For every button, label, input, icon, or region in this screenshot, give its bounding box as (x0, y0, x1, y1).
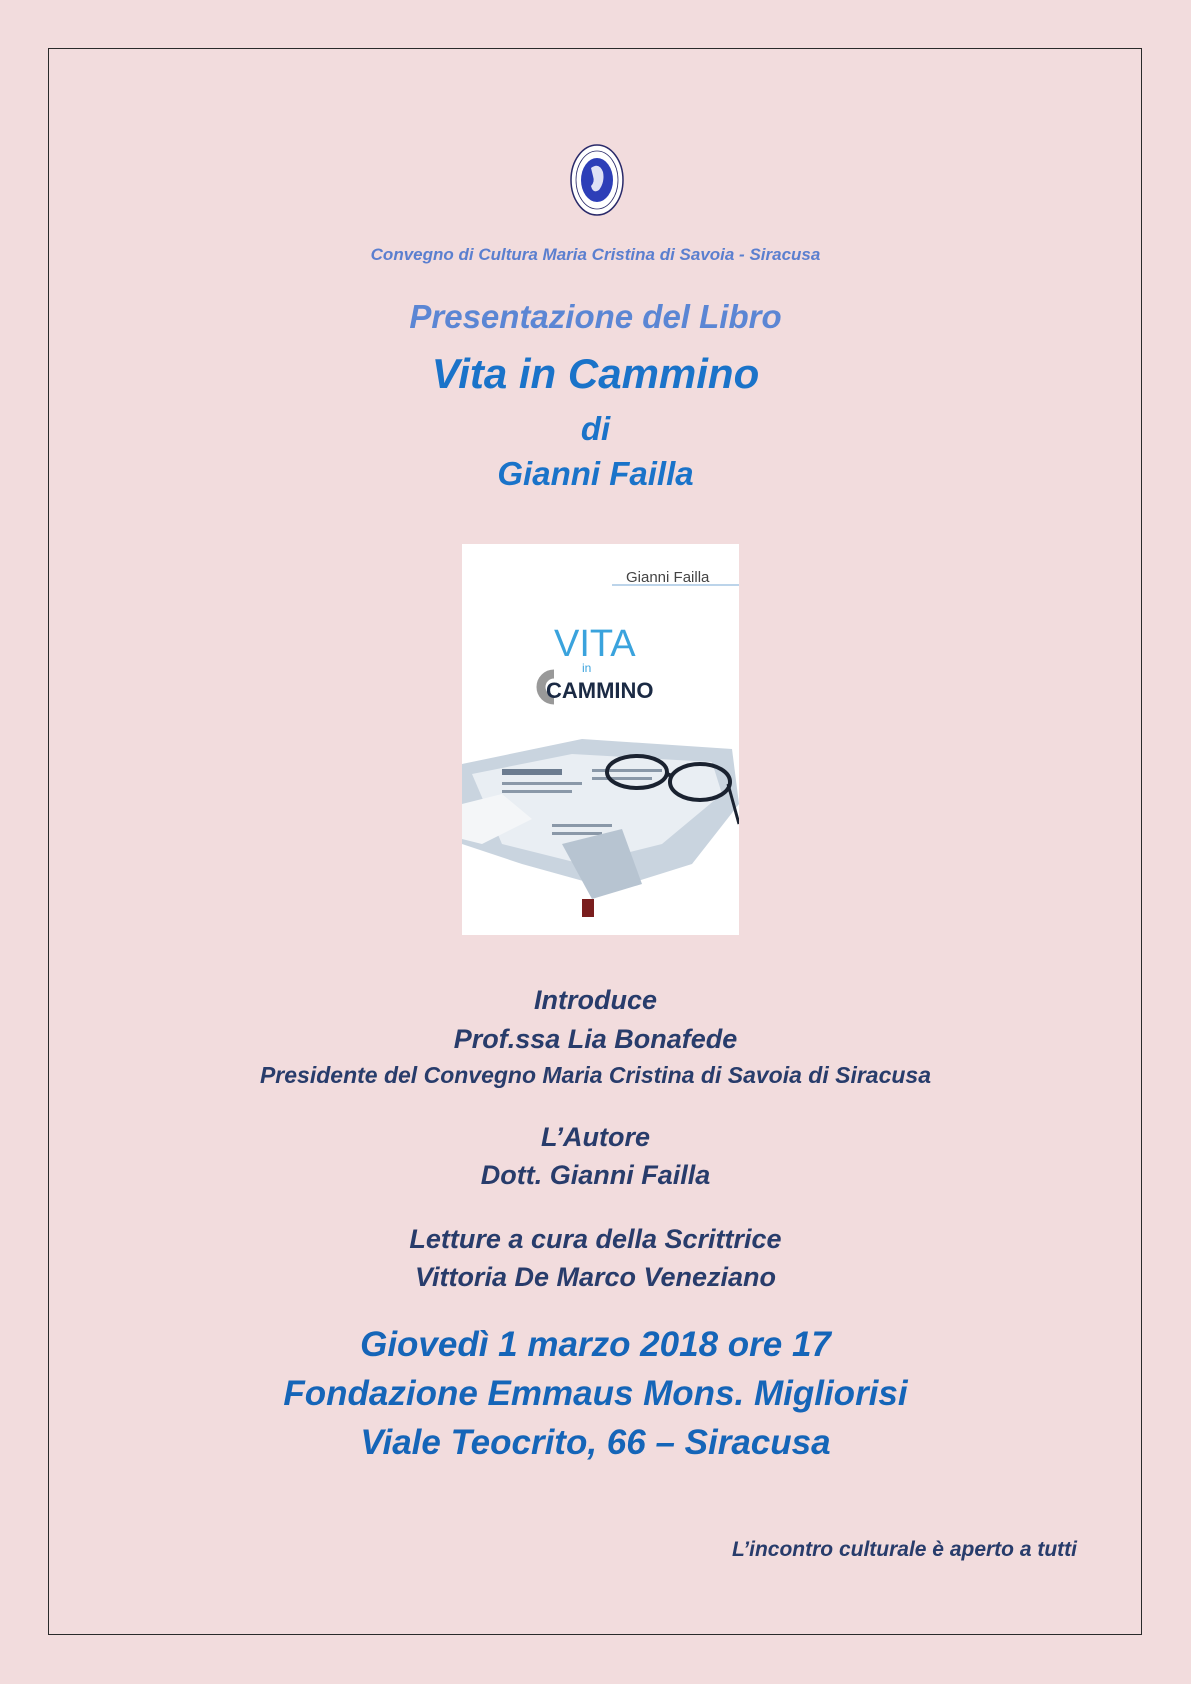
by-label: di (580, 410, 611, 447)
author-name: Gianni Failla (497, 455, 694, 492)
organization-seal-logo (569, 142, 625, 218)
newspaper-illustration (462, 739, 739, 899)
readings-label: Letture a cura della Scrittrice (409, 1224, 782, 1254)
publisher-logo (582, 899, 594, 917)
book-title: Vita in Cammino (431, 350, 760, 397)
author-label: L’Autore (541, 1122, 650, 1152)
event-date: Giovedì 1 marzo 2018 ore 17 (360, 1325, 831, 1364)
pre-title: Presentazione del Libro (409, 298, 782, 335)
intro-role: Presidente del Convegno Maria Cristina di Savoia di Siracusa (259, 1062, 932, 1088)
organization-name: Convegno di Cultura Maria Cristina di Savoia - Siracusa (370, 245, 821, 264)
cover-author: Gianni Failla (626, 569, 710, 586)
cover-title-top: VITA (554, 623, 636, 665)
intro-label: Introduce (533, 985, 657, 1015)
intro-name: Prof.ssa Lia Bonafede (453, 1024, 738, 1054)
footer-note: L’incontro culturale è aperto a tutti (732, 1538, 1077, 1561)
book-cover-image (462, 544, 739, 935)
cover-title-bottom: CAMMINO (546, 678, 654, 703)
readings-name: Vittoria De Marco Veneziano (414, 1262, 777, 1292)
event-venue: Fondazione Emmaus Mons. Migliorisi (283, 1374, 908, 1413)
event-address: Viale Teocrito, 66 – Siracusa (360, 1423, 831, 1462)
cover-title-mid: in (582, 661, 592, 675)
author-full-name: Dott. Gianni Failla (480, 1160, 711, 1190)
